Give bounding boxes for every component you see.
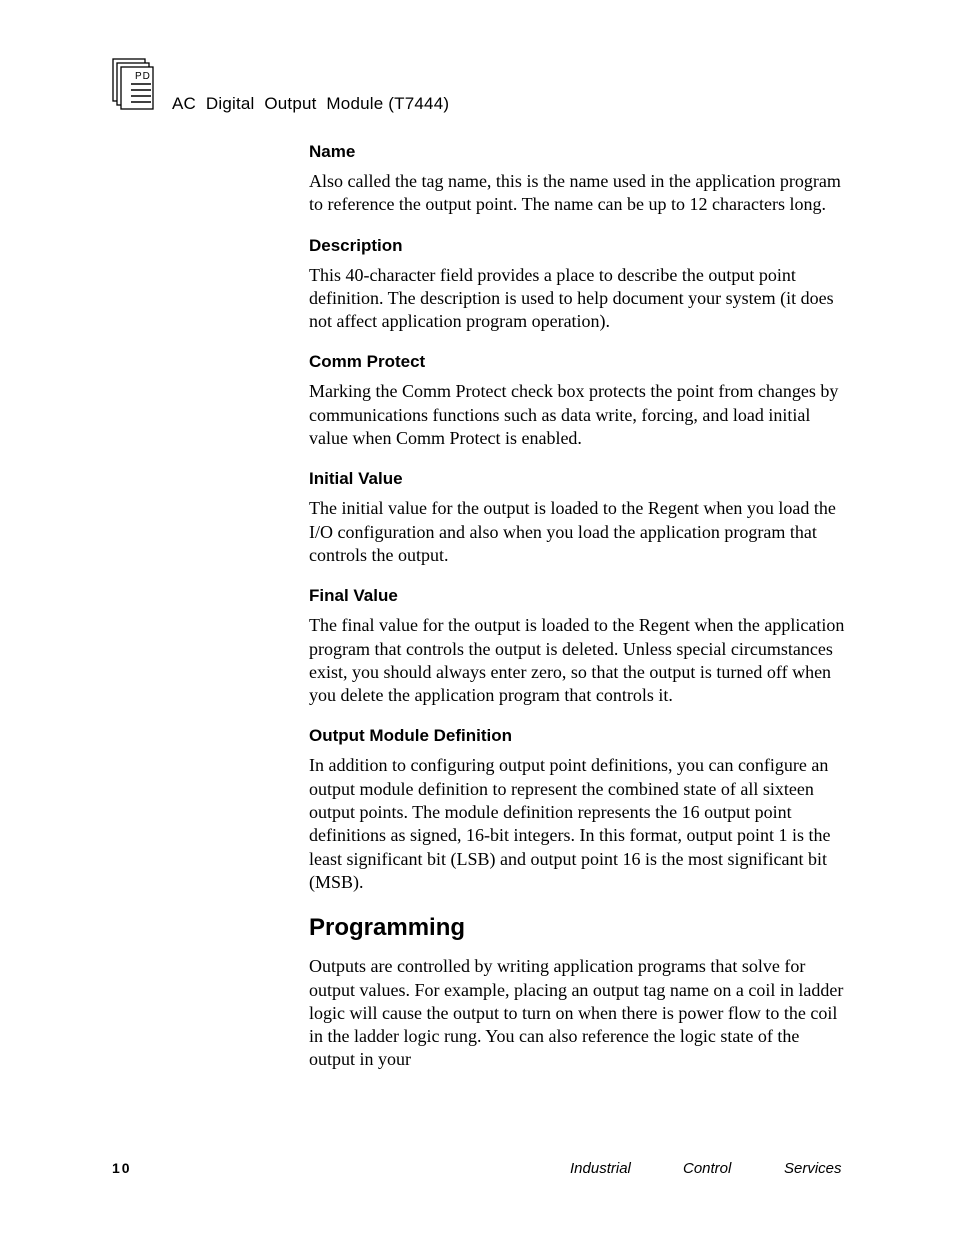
section-heading: Description	[309, 235, 403, 255]
pd-icon-label: PD	[135, 71, 151, 82]
section-paragraph: The initial value for the output is loaded to the Regent when you load the I/O configuration and also when you load the application program that controls the output.	[309, 498, 836, 565]
section-paragraph: In addition to configuring output point definitions, you can configure an output module definition to represent the combined state of all sixteen output points. The module definition represents the 16 output point definitions as signed, 16-bit integers. In this format, output point 1 is the least significant bit (LSB) and output point 16 is the most significant bit (MSB).	[309, 755, 831, 892]
page-number: 10	[112, 1160, 132, 1176]
section-paragraph: The final value for the output is loaded to the Regent when the application program that controls the output is deleted. Unless special circumstances exist, you should always enter zero, so that the output is turned off when you delete the application program that controls it.	[309, 615, 845, 706]
footer-company-word: Industrial	[570, 1160, 631, 1177]
section-heading: Initial Value	[309, 469, 403, 489]
pd-document-icon	[112, 58, 156, 112]
section-paragraph: This 40-character field provides a place to describe the output point definition. The description is used to help document your system (it does not affect application program operation).	[309, 264, 834, 332]
footer-company-word: Control	[683, 1160, 732, 1177]
section-paragraph: Marking the Comm Protect check box protects the point from changes by communications functions such as data write, forcing, and load initial value when Comm Protect is enabled.	[309, 381, 839, 449]
section-heading: Name	[309, 142, 356, 161]
section-description	[309, 235, 849, 334]
section-heading: Output Module Definition	[309, 726, 513, 746]
running-header-title: AC Digital Output Module (T7444)	[172, 94, 450, 113]
document-body	[309, 141, 849, 1090]
section-output-module-definition	[309, 725, 849, 894]
section-comm-protect	[309, 351, 849, 450]
programming-paragraph: Outputs are controlled by writing application programs that solve for output values. For example, placing an output tag name on a coil in ladder logic will cause the output to turn on when there is power flow to the coil in the ladder logic rung. You can also reference the logic state of the output in your	[309, 956, 844, 1070]
programming-heading: Programming	[309, 914, 466, 942]
section-initial-value	[309, 468, 849, 567]
section-heading: Final Value	[309, 586, 398, 606]
section-final-value	[309, 585, 849, 707]
section-name	[309, 141, 849, 217]
footer-company-word: Services	[784, 1160, 842, 1177]
section-paragraph: Also called the tag name, this is the name used in the application program to reference the output point. The name can be up to 12 characters long.	[309, 171, 841, 215]
section-heading: Comm Protect	[309, 352, 426, 372]
